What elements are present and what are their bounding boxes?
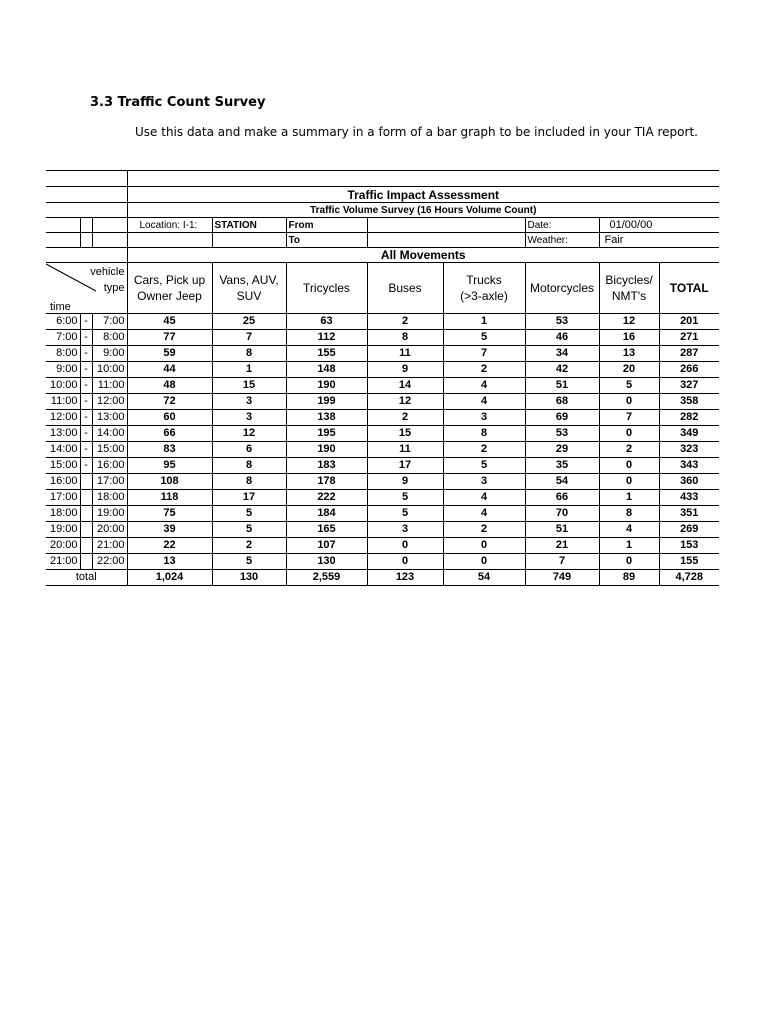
table-row xyxy=(46,490,719,506)
total-bicycles: 89 xyxy=(599,570,659,586)
cell-vans: 5 xyxy=(212,554,286,570)
corner-time: time xyxy=(50,301,71,313)
cell-vans: 3 xyxy=(212,410,286,426)
date-label: Date: xyxy=(525,218,599,233)
cell-trucks: 2 xyxy=(443,442,525,458)
table-row xyxy=(46,538,719,554)
cell-buses: 17 xyxy=(367,458,443,474)
time-separator xyxy=(80,506,92,522)
cell-total: 351 xyxy=(659,506,719,522)
cell-buses: 5 xyxy=(367,490,443,506)
corner-type: type xyxy=(103,282,125,294)
cell-vans: 8 xyxy=(212,474,286,490)
cell-vans: 5 xyxy=(212,522,286,538)
cell-buses: 3 xyxy=(367,522,443,538)
total-cars: 1,024 xyxy=(127,570,212,586)
cell-vans: 15 xyxy=(212,378,286,394)
time-start: 19:00 xyxy=(46,522,80,538)
cell-bicycles: 1 xyxy=(599,538,659,554)
total-trucks: 54 xyxy=(443,570,525,586)
cell-total: 266 xyxy=(659,362,719,378)
cell-vans: 2 xyxy=(212,538,286,554)
cell-bicycles: 0 xyxy=(599,458,659,474)
section-row xyxy=(46,248,719,263)
cell-total: 201 xyxy=(659,314,719,330)
cell-cars: 22 xyxy=(127,538,212,554)
time-separator: - xyxy=(80,330,92,346)
table-row xyxy=(46,458,719,474)
subtitle-row xyxy=(46,203,719,218)
cell-vans: 12 xyxy=(212,426,286,442)
time-separator: - xyxy=(80,314,92,330)
time-separator: - xyxy=(80,378,92,394)
time-end: 21:00 xyxy=(92,538,127,554)
cell-tricycles: 148 xyxy=(286,362,367,378)
cell-total: 360 xyxy=(659,474,719,490)
cell-bicycles: 0 xyxy=(599,474,659,490)
cell-total: 282 xyxy=(659,410,719,426)
totals-row xyxy=(46,570,719,586)
cell-total: 343 xyxy=(659,458,719,474)
time-separator xyxy=(80,522,92,538)
cell-vans: 1 xyxy=(212,362,286,378)
time-start: 10:00 xyxy=(46,378,80,394)
cell-cars: 72 xyxy=(127,394,212,410)
cell-trucks: 3 xyxy=(443,410,525,426)
cell-buses: 8 xyxy=(367,330,443,346)
cell-tricycles: 222 xyxy=(286,490,367,506)
cell-motorcycles: 42 xyxy=(525,362,599,378)
cell-tricycles: 63 xyxy=(286,314,367,330)
cell-tricycles: 165 xyxy=(286,522,367,538)
cell-cars: 59 xyxy=(127,346,212,362)
col-header-bicycles: Bicycles/ NMT's xyxy=(599,263,659,314)
time-end: 20:00 xyxy=(92,522,127,538)
cell-total: 349 xyxy=(659,426,719,442)
cell-tricycles: 138 xyxy=(286,410,367,426)
cell-trucks: 8 xyxy=(443,426,525,442)
grand-total: 4,728 xyxy=(659,570,719,586)
time-start: 11:00 xyxy=(46,394,80,410)
location-value: STATION xyxy=(212,218,286,233)
time-end: 15:00 xyxy=(92,442,127,458)
cell-cars: 44 xyxy=(127,362,212,378)
sheet-title: Traffic Impact Assessment xyxy=(127,187,719,203)
table-row xyxy=(46,362,719,378)
cell-bicycles: 12 xyxy=(599,314,659,330)
table-row xyxy=(46,378,719,394)
table-row xyxy=(46,330,719,346)
cell-motorcycles: 54 xyxy=(525,474,599,490)
time-start: 14:00 xyxy=(46,442,80,458)
weather-row xyxy=(46,233,719,248)
cell-bicycles: 13 xyxy=(599,346,659,362)
cell-buses: 11 xyxy=(367,346,443,362)
total-motorcycles: 749 xyxy=(525,570,599,586)
cell-cars: 48 xyxy=(127,378,212,394)
cell-bicycles: 0 xyxy=(599,394,659,410)
time-separator: - xyxy=(80,346,92,362)
cell-vans: 5 xyxy=(212,506,286,522)
time-start: 6:00 xyxy=(46,314,80,330)
cell-bicycles: 4 xyxy=(599,522,659,538)
time-start: 21:00 xyxy=(46,554,80,570)
cell-vans: 17 xyxy=(212,490,286,506)
table-row xyxy=(46,426,719,442)
cell-tricycles: 190 xyxy=(286,442,367,458)
time-end: 12:00 xyxy=(92,394,127,410)
date-value: 01/00/00 xyxy=(599,218,659,233)
col-header-buses: Buses xyxy=(367,263,443,314)
time-start: 9:00 xyxy=(46,362,80,378)
time-end: 11:00 xyxy=(92,378,127,394)
cell-cars: 118 xyxy=(127,490,212,506)
cell-motorcycles: 53 xyxy=(525,314,599,330)
corner-vehicle: vehicle xyxy=(90,266,125,278)
section-heading: 3.3 Traffic Count Survey xyxy=(90,95,266,110)
cell-vans: 3 xyxy=(212,394,286,410)
cell-cars: 45 xyxy=(127,314,212,330)
table-row xyxy=(46,442,719,458)
time-start: 12:00 xyxy=(46,410,80,426)
cell-buses: 9 xyxy=(367,362,443,378)
instruction-text: Use this data and make a summary in a form of a bar graph to be included in your TIA report. xyxy=(135,125,698,139)
time-end: 9:00 xyxy=(92,346,127,362)
time-separator xyxy=(80,538,92,554)
corner-vehicle-type xyxy=(90,264,124,296)
total-label: total xyxy=(46,570,127,586)
cell-buses: 2 xyxy=(367,314,443,330)
cell-total: 358 xyxy=(659,394,719,410)
cell-total: 269 xyxy=(659,522,719,538)
blank-row xyxy=(46,171,719,187)
time-start: 17:00 xyxy=(46,490,80,506)
cell-total: 271 xyxy=(659,330,719,346)
title-row xyxy=(46,187,719,203)
cell-motorcycles: 29 xyxy=(525,442,599,458)
time-end: 18:00 xyxy=(92,490,127,506)
cell-bicycles: 0 xyxy=(599,426,659,442)
cell-total: 153 xyxy=(659,538,719,554)
time-separator: - xyxy=(80,442,92,458)
time-start: 8:00 xyxy=(46,346,80,362)
corner-cell xyxy=(46,263,127,314)
cell-buses: 2 xyxy=(367,410,443,426)
col-header-trucks: Trucks (>3-axle) xyxy=(443,263,525,314)
cell-motorcycles: 21 xyxy=(525,538,599,554)
cell-tricycles: 130 xyxy=(286,554,367,570)
time-end: 7:00 xyxy=(92,314,127,330)
time-end: 22:00 xyxy=(92,554,127,570)
cell-motorcycles: 51 xyxy=(525,522,599,538)
cell-bicycles: 8 xyxy=(599,506,659,522)
time-separator xyxy=(80,490,92,506)
cell-total: 433 xyxy=(659,490,719,506)
table-row xyxy=(46,506,719,522)
to-label: To xyxy=(286,233,367,248)
cell-motorcycles: 70 xyxy=(525,506,599,522)
cell-total: 323 xyxy=(659,442,719,458)
time-separator xyxy=(80,474,92,490)
cell-cars: 95 xyxy=(127,458,212,474)
table-row xyxy=(46,346,719,362)
time-end: 13:00 xyxy=(92,410,127,426)
cell-motorcycles: 34 xyxy=(525,346,599,362)
table-row xyxy=(46,554,719,570)
time-end: 10:00 xyxy=(92,362,127,378)
cell-motorcycles: 7 xyxy=(525,554,599,570)
cell-bicycles: 16 xyxy=(599,330,659,346)
time-separator xyxy=(80,554,92,570)
total-vans: 130 xyxy=(212,570,286,586)
cell-trucks: 4 xyxy=(443,394,525,410)
cell-buses: 5 xyxy=(367,506,443,522)
cell-buses: 0 xyxy=(367,554,443,570)
col-header-total: TOTAL xyxy=(659,263,719,314)
totals-section xyxy=(46,570,719,586)
cell-trucks: 3 xyxy=(443,474,525,490)
cell-buses: 14 xyxy=(367,378,443,394)
time-separator: - xyxy=(80,458,92,474)
cell-tricycles: 178 xyxy=(286,474,367,490)
table-row xyxy=(46,522,719,538)
cell-total: 155 xyxy=(659,554,719,570)
weather-label: Weather: xyxy=(525,233,599,248)
total-tricycles: 2,559 xyxy=(286,570,367,586)
cell-trucks: 0 xyxy=(443,554,525,570)
cell-bicycles: 1 xyxy=(599,490,659,506)
col-header-cars: Cars, Pick up Owner Jeep xyxy=(127,263,212,314)
cell-motorcycles: 51 xyxy=(525,378,599,394)
cell-buses: 15 xyxy=(367,426,443,442)
cell-motorcycles: 53 xyxy=(525,426,599,442)
table-row xyxy=(46,314,719,330)
cell-tricycles: 155 xyxy=(286,346,367,362)
cell-cars: 39 xyxy=(127,522,212,538)
section-label: All Movements xyxy=(127,248,719,263)
time-start: 18:00 xyxy=(46,506,80,522)
cell-motorcycles: 35 xyxy=(525,458,599,474)
time-separator: - xyxy=(80,410,92,426)
cell-cars: 83 xyxy=(127,442,212,458)
cell-vans: 6 xyxy=(212,442,286,458)
cell-trucks: 0 xyxy=(443,538,525,554)
from-label: From xyxy=(286,218,367,233)
time-end: 19:00 xyxy=(92,506,127,522)
cell-total: 287 xyxy=(659,346,719,362)
category-header-row xyxy=(46,263,719,314)
time-end: 8:00 xyxy=(92,330,127,346)
time-end: 17:00 xyxy=(92,474,127,490)
cell-bicycles: 2 xyxy=(599,442,659,458)
cell-trucks: 7 xyxy=(443,346,525,362)
time-start: 16:00 xyxy=(46,474,80,490)
table-row xyxy=(46,410,719,426)
cell-buses: 0 xyxy=(367,538,443,554)
cell-tricycles: 183 xyxy=(286,458,367,474)
table-row xyxy=(46,394,719,410)
time-end: 16:00 xyxy=(92,458,127,474)
cell-trucks: 1 xyxy=(443,314,525,330)
total-buses: 123 xyxy=(367,570,443,586)
cell-tricycles: 190 xyxy=(286,378,367,394)
cell-cars: 108 xyxy=(127,474,212,490)
location-label: Location: I-1: xyxy=(127,218,212,233)
cell-tricycles: 195 xyxy=(286,426,367,442)
table-row xyxy=(46,474,719,490)
cell-buses: 9 xyxy=(367,474,443,490)
cell-trucks: 2 xyxy=(443,362,525,378)
cell-motorcycles: 46 xyxy=(525,330,599,346)
time-start: 7:00 xyxy=(46,330,80,346)
traffic-count-table xyxy=(46,170,719,586)
cell-tricycles: 107 xyxy=(286,538,367,554)
time-separator: - xyxy=(80,426,92,442)
weather-value: Fair xyxy=(599,233,659,248)
cell-vans: 7 xyxy=(212,330,286,346)
cell-vans: 8 xyxy=(212,346,286,362)
cell-trucks: 4 xyxy=(443,490,525,506)
col-header-tricycles: Tricycles xyxy=(286,263,367,314)
cell-vans: 8 xyxy=(212,458,286,474)
cell-motorcycles: 68 xyxy=(525,394,599,410)
cell-cars: 75 xyxy=(127,506,212,522)
time-start: 15:00 xyxy=(46,458,80,474)
data-rows xyxy=(46,314,719,570)
cell-trucks: 5 xyxy=(443,330,525,346)
cell-vans: 25 xyxy=(212,314,286,330)
cell-tricycles: 112 xyxy=(286,330,367,346)
time-separator: - xyxy=(80,394,92,410)
cell-cars: 60 xyxy=(127,410,212,426)
cell-cars: 66 xyxy=(127,426,212,442)
col-header-motorcycles: Motorcycles xyxy=(525,263,599,314)
cell-trucks: 4 xyxy=(443,378,525,394)
cell-tricycles: 199 xyxy=(286,394,367,410)
time-end: 14:00 xyxy=(92,426,127,442)
cell-total: 327 xyxy=(659,378,719,394)
cell-bicycles: 7 xyxy=(599,410,659,426)
cell-trucks: 5 xyxy=(443,458,525,474)
col-header-vans: Vans, AUV, SUV xyxy=(212,263,286,314)
cell-trucks: 2 xyxy=(443,522,525,538)
cell-cars: 77 xyxy=(127,330,212,346)
location-row xyxy=(46,218,719,233)
cell-buses: 12 xyxy=(367,394,443,410)
cell-motorcycles: 69 xyxy=(525,410,599,426)
cell-motorcycles: 66 xyxy=(525,490,599,506)
cell-bicycles: 0 xyxy=(599,554,659,570)
cell-cars: 13 xyxy=(127,554,212,570)
cell-tricycles: 184 xyxy=(286,506,367,522)
cell-buses: 11 xyxy=(367,442,443,458)
sheet-subtitle: Traffic Volume Survey (16 Hours Volume Count) xyxy=(127,203,719,218)
time-start: 13:00 xyxy=(46,426,80,442)
cell-trucks: 4 xyxy=(443,506,525,522)
cell-bicycles: 5 xyxy=(599,378,659,394)
time-start: 20:00 xyxy=(46,538,80,554)
time-separator: - xyxy=(80,362,92,378)
cell-bicycles: 20 xyxy=(599,362,659,378)
